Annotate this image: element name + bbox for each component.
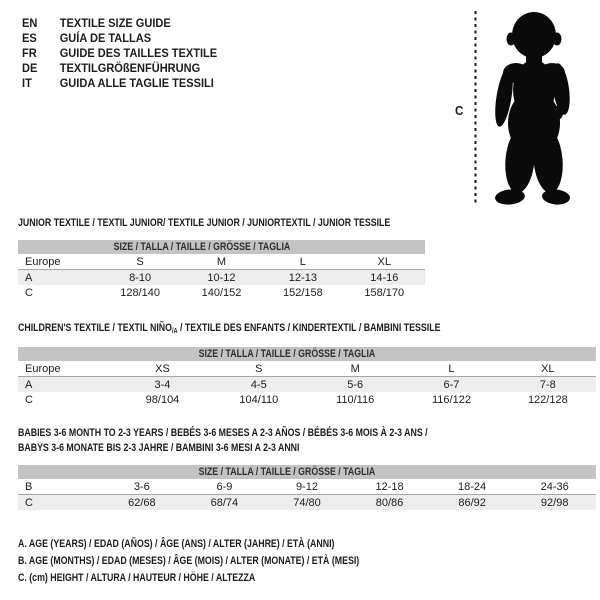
table-cell: 3-6 — [101, 479, 184, 495]
table-cell: XL — [500, 361, 596, 377]
language-row — [22, 76, 217, 91]
table-cell: 116/122 — [432, 393, 471, 406]
size-header-label: SIZE / TALLA / TAILLE / GRÖSSE / TAGLIA — [198, 348, 376, 360]
table-cell: 68/74 — [183, 495, 266, 511]
size-header-row — [18, 347, 596, 361]
row-label: B — [18, 479, 101, 495]
table-cell: 80/86 — [348, 495, 431, 511]
language-title: GUÍA DE TALLAS — [59, 31, 152, 45]
height-marker-label: C — [455, 103, 464, 118]
table-row-europe — [18, 254, 425, 270]
babies-title-line2: BABYS 3-6 MONATE BIS 2-3 JAHRE / BAMBINI 3-6 MESI A 2-3 ANNI — [18, 442, 300, 454]
language-title: GUIDE DES TAILLES TEXTILE — [59, 46, 218, 60]
language-code: FR — [22, 46, 37, 60]
table-cell: 92/98 — [513, 495, 596, 511]
language-row — [22, 31, 217, 46]
measurement-legend — [18, 536, 359, 587]
junior-size-table — [18, 240, 425, 300]
table-cell: 74/80 — [266, 495, 349, 511]
legend-line-b: B. AGE (MONTHS) / EDAD (MESES) / ÂGE (MOIS) / ALTER (MONATE) / ETÀ (MESI) — [18, 555, 360, 567]
table-row-age — [18, 270, 425, 286]
table-cell: 104/110 — [239, 393, 279, 406]
legend-line-c: C. (cm) HEIGHT / ALTURA / HAUTEUR / HÖHE / ALTEZZA — [18, 572, 256, 584]
babies-size-table — [18, 465, 596, 510]
table-cell: 18-24 — [431, 479, 514, 495]
table-cell: XS — [114, 361, 210, 377]
row-label: C — [18, 495, 101, 511]
table-cell: L — [262, 254, 343, 270]
row-label: Europe — [18, 254, 99, 270]
children-title-suffix: / TEXTILE DES ENFANTS / KINDERTEXTIL / BAMBINI TESSILE — [177, 322, 441, 334]
junior-section-title: JUNIOR TEXTILE / TEXTIL JUNIOR/ TEXTILE JUNIOR / JUNIORTEXTIL / JUNIOR TESSILE — [18, 217, 391, 229]
table-row-height — [18, 285, 425, 300]
table-cell: 14-16 — [344, 270, 425, 286]
table-cell: 3-4 — [114, 377, 210, 393]
language-row — [22, 46, 217, 61]
table-cell: 9-12 — [266, 479, 349, 495]
row-label: A — [18, 377, 114, 393]
table-row-europe — [18, 361, 596, 377]
table-cell: 6-9 — [183, 479, 266, 495]
table-cell: 152/158 — [282, 286, 323, 299]
table-cell: 8-10 — [99, 270, 180, 286]
children-size-table — [18, 347, 596, 407]
size-header-label: SIZE / TALLA / TAILLE / GRÖSSE / TAGLIA — [198, 466, 376, 478]
table-cell: 6-7 — [403, 377, 499, 393]
table-cell: 122/128 — [527, 393, 568, 406]
language-code: EN — [22, 16, 38, 30]
language-title: GUIDA ALLE TAGLIE TESSILI — [59, 76, 214, 90]
size-header-row — [18, 465, 596, 479]
table-cell: M — [181, 254, 262, 270]
size-header-row — [18, 240, 425, 254]
table-cell: 62/68 — [101, 495, 184, 511]
table-row-age — [18, 377, 596, 393]
table-cell: 12-13 — [262, 270, 343, 286]
table-cell: 12-18 — [348, 479, 431, 495]
children-section-title — [18, 322, 440, 338]
table-cell: 4-5 — [211, 377, 307, 393]
table-cell: S — [211, 361, 307, 377]
height-measure-figure — [450, 6, 590, 211]
table-cell: 86/92 — [431, 495, 514, 511]
table-cell: 98/104 — [145, 393, 180, 406]
language-row — [22, 61, 217, 76]
language-code: DE — [22, 61, 38, 75]
language-title: TEXTILE SIZE GUIDE — [59, 16, 171, 30]
language-row — [22, 16, 217, 31]
table-cell: 110/116 — [336, 393, 375, 406]
children-title-prefix: CHILDREN'S TEXTILE / TEXTIL NIÑO — [18, 322, 172, 334]
language-title-list — [22, 16, 234, 91]
table-cell: S — [99, 254, 180, 270]
table-row-age-months — [18, 479, 596, 495]
toddler-silhouette — [450, 6, 590, 211]
table-cell: L — [403, 361, 499, 377]
babies-section-title — [18, 426, 428, 456]
table-cell: M — [307, 361, 403, 377]
table-cell: 128/140 — [120, 286, 160, 299]
row-label: Europe — [18, 361, 114, 377]
legend-line-a: A. AGE (YEARS) / EDAD (AÑOS) / ÂGE (ANS) / ALTER (JAHRE) / ETÀ (ANNI) — [18, 538, 335, 550]
language-code: IT — [22, 76, 32, 90]
row-label: C — [25, 393, 33, 406]
table-cell: 24-36 — [513, 479, 596, 495]
table-cell: 5-6 — [307, 377, 403, 393]
table-cell: 158/170 — [364, 286, 405, 299]
table-cell: 7-8 — [500, 377, 596, 393]
children-title-subscript: /A — [171, 328, 178, 335]
language-title: TEXTILGRÖßENFÜHRUNG — [59, 61, 201, 75]
table-cell: XL — [344, 254, 425, 270]
babies-title-line1: BABIES 3-6 MONTH TO 2-3 YEARS / BEBÉS 3-6 MESES A 2-3 AÑOS / BÉBÉS 3-6 MOIS À 2-3 ANS / — [18, 427, 428, 439]
size-header-label: SIZE / TALLA / TAILLE / GRÖSSE / TAGLIA — [113, 241, 290, 253]
language-code: ES — [22, 31, 37, 45]
table-cell: 140/152 — [201, 286, 242, 299]
row-label: C — [25, 286, 33, 299]
table-row-height — [18, 392, 596, 407]
table-cell: 10-12 — [181, 270, 262, 286]
table-row-height — [18, 495, 596, 511]
row-label: A — [18, 270, 99, 286]
